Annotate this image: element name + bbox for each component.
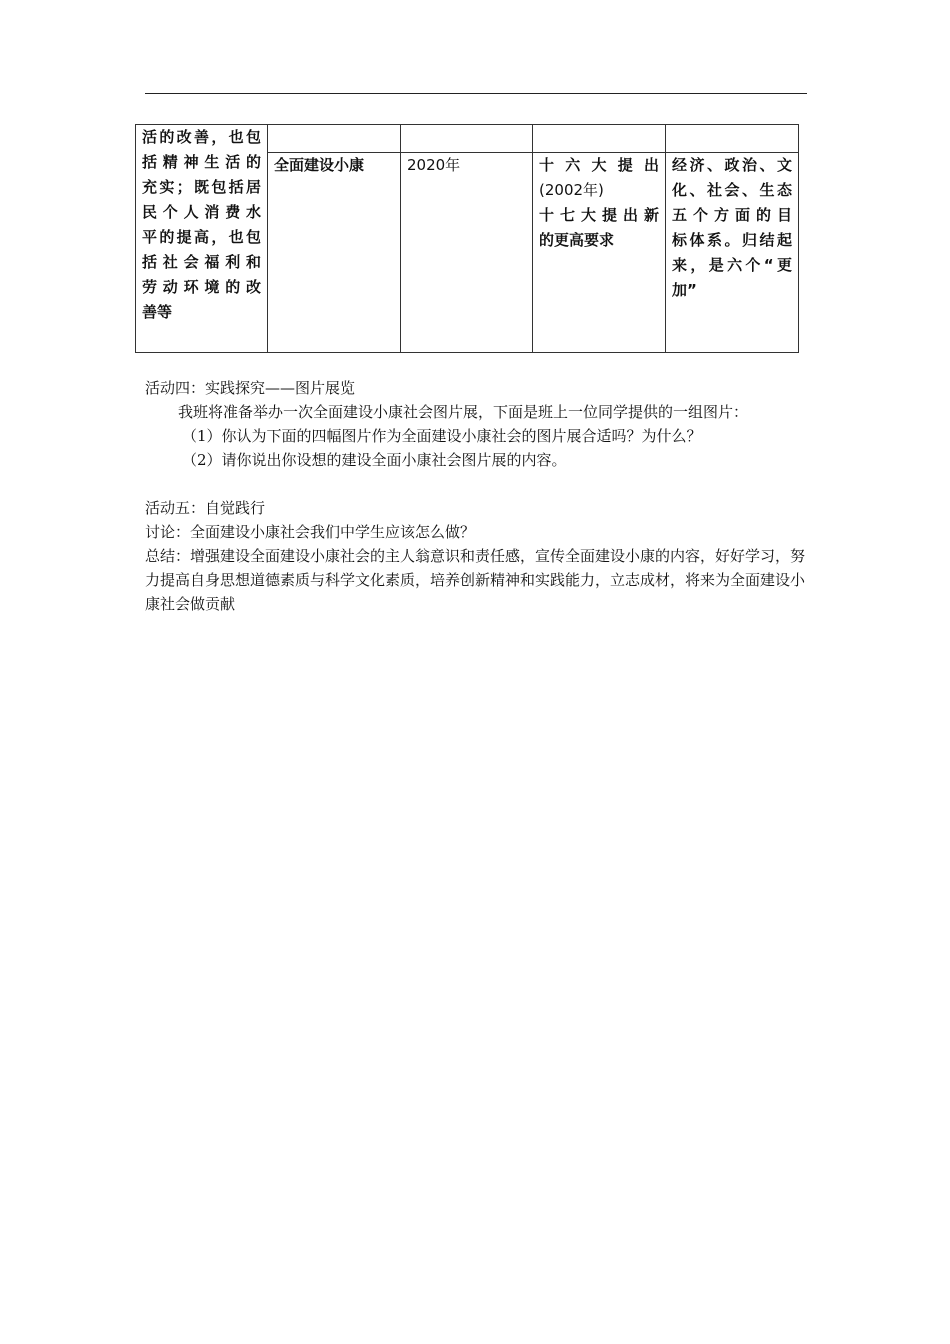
desc-line: 活的改善，也包 — [142, 128, 261, 146]
year-cell — [401, 153, 533, 353]
activity4-question-1: （1）你认为下面的四幅图片作为全面建设小康社会的图片展合适吗？为什么？ — [182, 427, 702, 445]
empty-cell — [401, 125, 533, 153]
proposal-line: (2002年) — [539, 181, 604, 199]
goals-table — [135, 124, 799, 353]
document-body — [145, 376, 810, 616]
activity5-summary: 总结：增强建设全面建设小康社会的主人翁意识和责任感，宣传全面建设小康的内容，好好学习，努力提高自身思想道德素质与科学文化素质，培养创新精神和实践能力，立志成材，将来为全面建设小康社会做贡献 — [145, 547, 806, 613]
content-line: 来，是六个“更 — [672, 256, 792, 274]
content-line: 五个方面的目 — [672, 206, 792, 224]
empty-cell — [666, 125, 799, 153]
content-line: 化、社会、生态 — [672, 181, 792, 199]
header-rule — [145, 93, 807, 94]
content-line: 加” — [672, 281, 697, 299]
proposal-line: 的更高要求 — [539, 231, 615, 249]
empty-cell — [533, 125, 666, 153]
activity4-intro: 我班将准备举办一次全面建设小康社会图片展，下面是班上一位同学提供的一组图片： — [178, 403, 749, 421]
goal-cell — [268, 153, 401, 353]
desc-line: 民个人消费水 — [142, 203, 261, 221]
proposal-line: 十七大提出新 — [539, 206, 659, 224]
desc-line: 括社会福利和 — [142, 253, 261, 271]
content-cell — [666, 153, 799, 353]
activity4-question-2: （2）请你说出你设想的建设全面小康社会图片展的内容。 — [182, 451, 567, 469]
content-line: 经济、政治、文 — [672, 156, 792, 174]
activity4-title: 活动四：实践探究——图片展览 — [145, 379, 356, 397]
goal-text: 全面建设小康 — [274, 156, 365, 174]
activity5-title: 活动五：自觉践行 — [145, 499, 266, 517]
content-line: 标体系。归结起 — [672, 231, 792, 249]
desc-line: 充实；既包括居 — [142, 178, 261, 196]
spacer — [145, 472, 810, 496]
activity5-discussion: 讨论：全面建设小康社会我们中学生应该怎么做？ — [145, 523, 476, 541]
desc-line: 善等 — [142, 303, 173, 321]
content-description-cell — [136, 125, 268, 353]
desc-line: 平的提高，也包 — [142, 228, 261, 246]
proposal-cell — [533, 153, 666, 353]
desc-line: 劳动环境的改 — [142, 278, 261, 296]
proposal-line: 十 六 大 提 出 — [539, 156, 659, 174]
desc-line: 括精神生活的 — [142, 153, 261, 171]
empty-cell — [268, 125, 401, 153]
year-text: 2020年 — [407, 156, 461, 174]
